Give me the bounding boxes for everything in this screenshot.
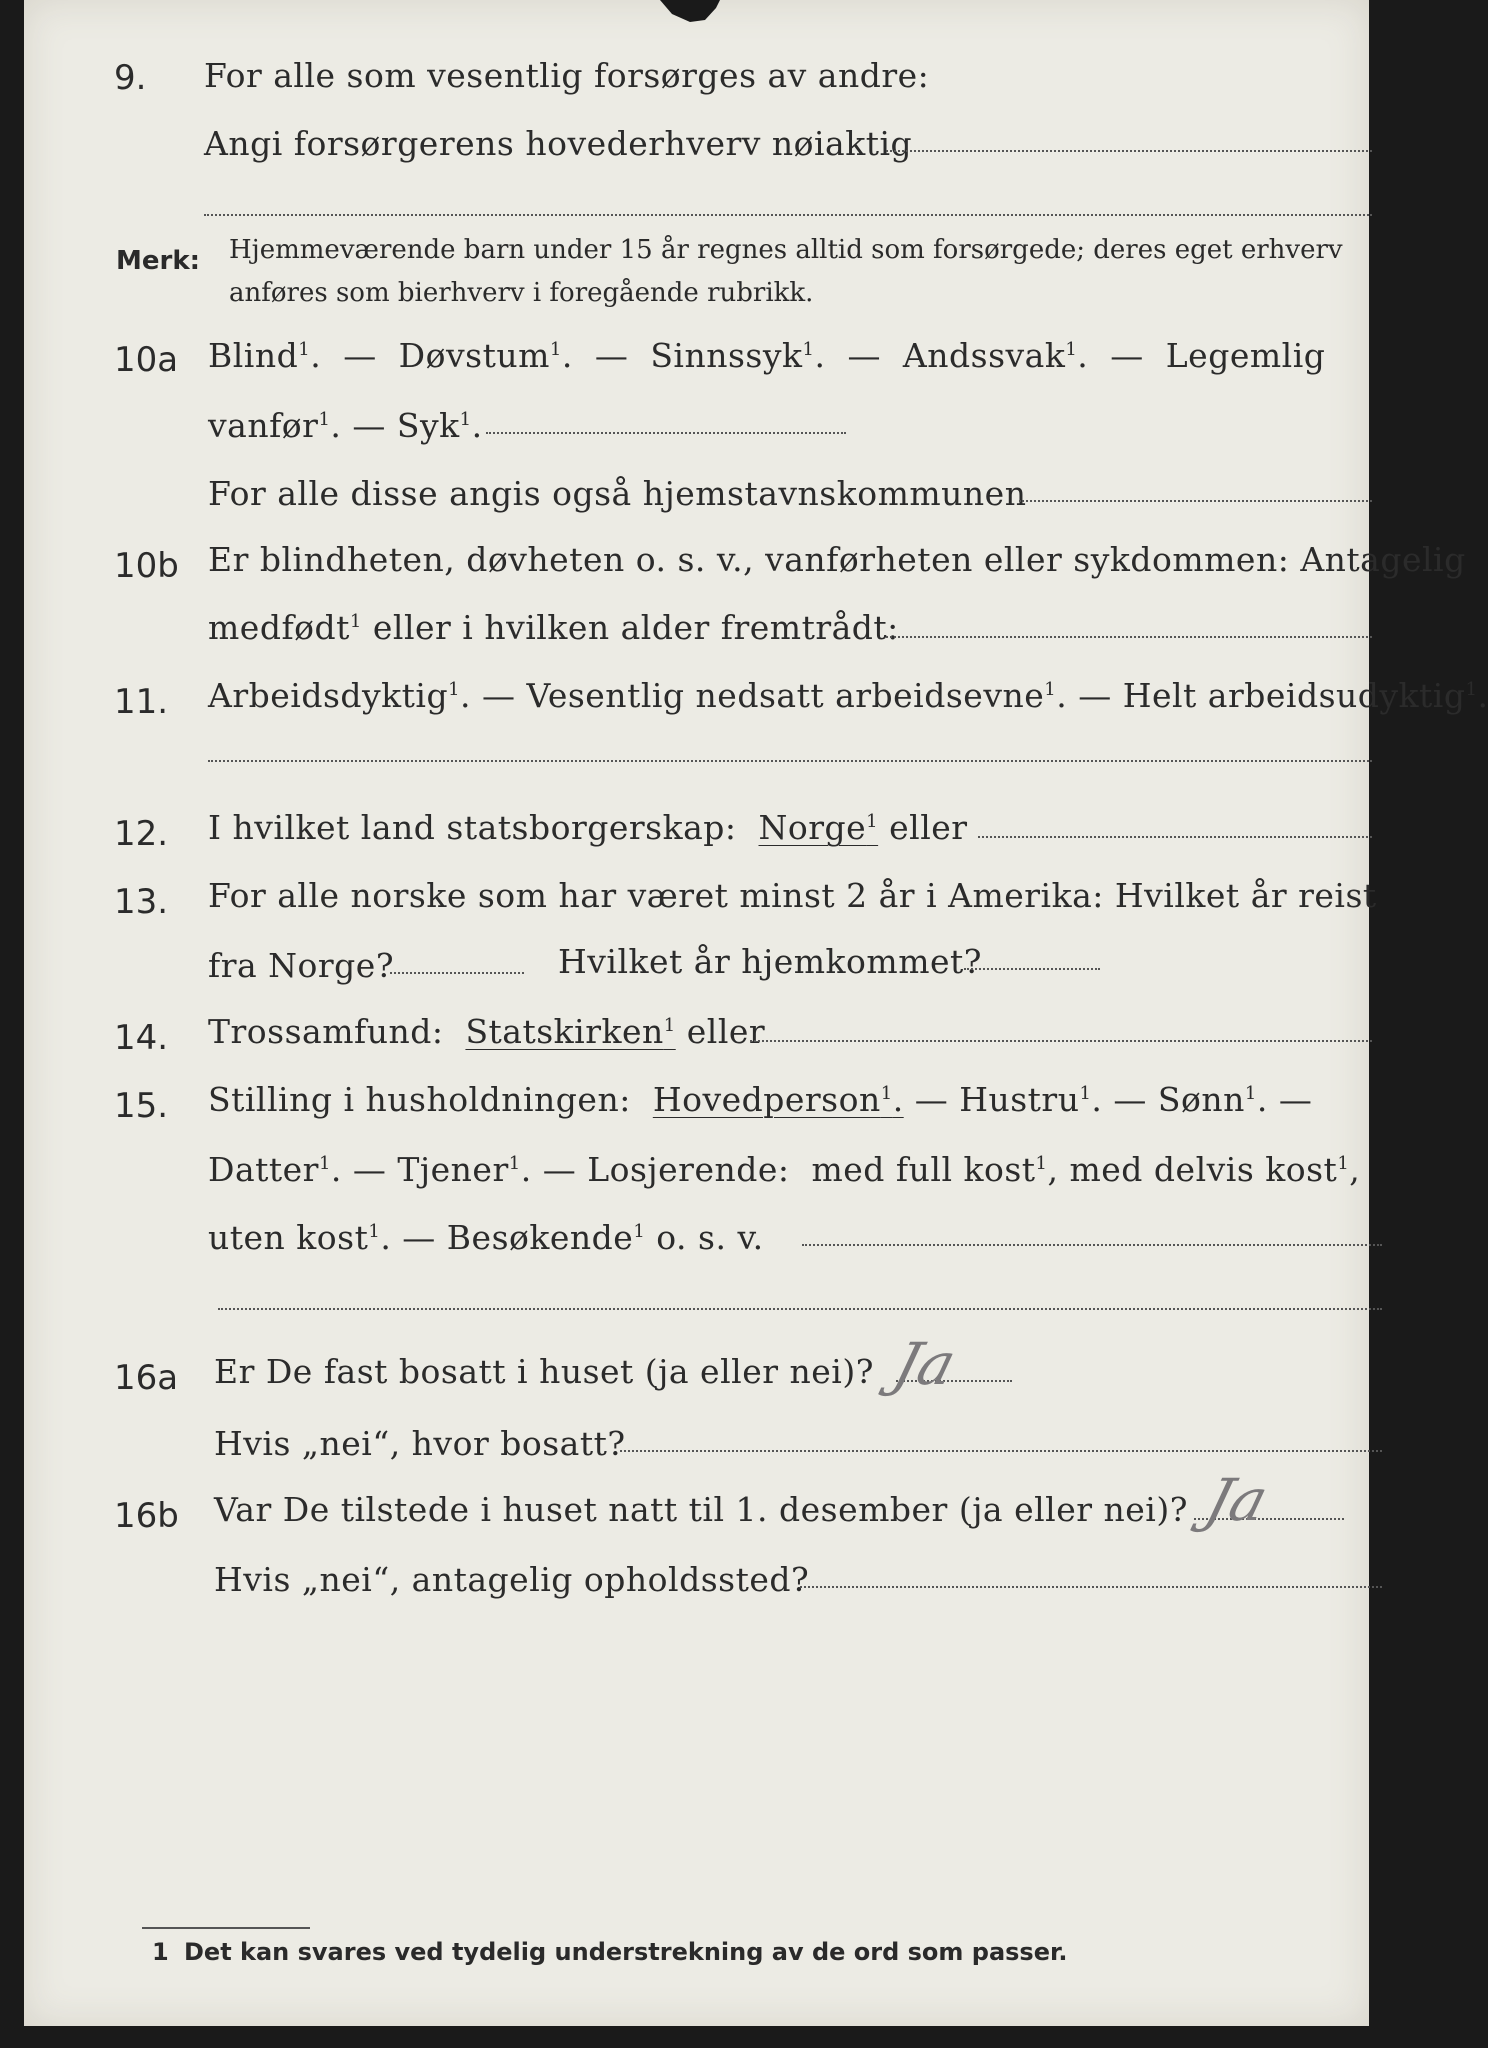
option-hovedperson[interactable]: Hovedperson$^1$.: [652, 1080, 904, 1119]
footnote-rule: [142, 1927, 310, 1929]
option-statskirken[interactable]: Statskirken$^1$: [465, 1012, 676, 1051]
question-16a-line2: Hvis „nei“, hvor bosatt?: [214, 1424, 626, 1463]
option-tjener[interactable]: Tjener: [397, 1150, 509, 1189]
option-norge[interactable]: Norge$^1$: [758, 808, 879, 847]
option-sinnssyk[interactable]: Sinnssyk: [650, 336, 803, 375]
answer-field-q10b[interactable]: [886, 636, 1372, 638]
question-16a-line1: Er De fast bosatt i huset (ja eller nei)?: [214, 1352, 874, 1391]
option-vesentlig-nedsatt[interactable]: Vesentlig nedsatt arbeidsevne: [526, 676, 1045, 715]
question-10a-line2: vanfør$^1$. — Syk$^1$.: [208, 406, 483, 445]
question-10a-number: 10a: [114, 340, 179, 380]
option-vanfor[interactable]: vanfør: [208, 406, 319, 445]
answer-field-q15-2[interactable]: [218, 1308, 1382, 1310]
merk-line2: anføres som bierhverv i foregående rubrikk.: [229, 278, 814, 308]
option-sonn[interactable]: Sønn: [1157, 1080, 1245, 1119]
merk-label: Merk:: [116, 246, 201, 276]
answer-field-q13-1[interactable]: [390, 972, 524, 974]
question-13-line1: For alle norske som har været minst 2 år i Amerika: Hvilket år reist: [208, 876, 1377, 915]
question-16b-line1: Var De tilstede i huset natt til 1. desember (ja eller nei)?: [214, 1490, 1188, 1529]
answer-field-q15-1[interactable]: [802, 1244, 1382, 1246]
option-medfodt[interactable]: medfødt: [208, 608, 350, 647]
answer-field-q10a-2[interactable]: [1019, 500, 1372, 502]
option-helt-arbeidsudyktig[interactable]: Helt arbeidsudyktig: [1122, 676, 1466, 715]
answer-field-q13-2[interactable]: [964, 968, 1100, 970]
question-10b-number: 10b: [114, 546, 179, 586]
answer-field-q10a-1[interactable]: [486, 432, 846, 434]
option-blind[interactable]: Blind: [208, 336, 299, 375]
question-11-line: Arbeidsdyktig$^1$. — Vesentlig nedsatt arbeidsevne$^1$. — Helt arbeidsudyktig$^1$.: [208, 676, 1488, 715]
footnote-text: Det kan svares ved tydelig understrekning av de ord som passer.: [184, 1938, 1068, 1966]
option-full-kost[interactable]: med full kost: [811, 1150, 1036, 1189]
question-14-number: 14.: [114, 1018, 169, 1058]
question-15-line1: Stilling i husholdningen: Hovedperson$^1$. — Hustru$^1$. — Sønn$^1$. —: [208, 1080, 1313, 1119]
answer-field-q9-1[interactable]: [886, 150, 1372, 152]
option-besokende[interactable]: Besøkende: [446, 1218, 634, 1257]
question-10a-line1: Blind$^1$. — Døvstum$^1$. — Sinnssyk$^1$. — Andssvak$^1$. — Legemlig: [208, 336, 1326, 375]
answer-field-q16a-2[interactable]: [620, 1450, 1382, 1452]
answer-field-q14[interactable]: [750, 1040, 1372, 1042]
question-16b-number: 16b: [114, 1496, 179, 1536]
merk-line1: Hjemmeværende barn under 15 år regnes alltid som forsørgede; deres eget erhverv: [229, 235, 1343, 265]
answer-field-q12[interactable]: [978, 836, 1372, 838]
question-13-fra-norge: fra Norge?: [208, 946, 395, 985]
handwritten-answer-q16a: Ja: [886, 1330, 963, 1398]
option-delvis-kost[interactable]: med delvis kost: [1069, 1150, 1338, 1189]
option-legemlig[interactable]: Legemlig: [1165, 336, 1326, 375]
question-16a-number: 16a: [114, 1358, 179, 1398]
question-9-number: 9.: [114, 58, 147, 98]
question-13-hjemkommet: Hvilket år hjemkommet?: [558, 942, 982, 981]
question-13-number: 13.: [114, 882, 169, 922]
question-9-line1: For alle som vesentlig forsørges av andre:: [204, 56, 930, 95]
question-15-line2: Datter$^1$. — Tjener$^1$. — Losjerende: med full kost$^1$, med delvis kost$^1$,: [208, 1150, 1361, 1189]
option-arbeidsdyktig[interactable]: Arbeidsdyktig: [208, 676, 449, 715]
option-andssvak[interactable]: Andssvak: [902, 336, 1066, 375]
option-dovstum[interactable]: Døvstum: [398, 336, 550, 375]
question-10a-line3: For alle disse angis også hjemstavnskommunen: [208, 474, 1027, 513]
option-datter[interactable]: Datter: [208, 1150, 319, 1189]
question-10b-line1: Er blindheten, døvheten o. s. v., vanførheten eller sykdommen: Antagelig: [208, 540, 1466, 579]
question-12-line: I hvilket land statsborgerskap: Norge$^1$ eller: [208, 808, 968, 847]
question-15-number: 15.: [114, 1086, 169, 1126]
question-10b-line2: medfødt$^1$ eller i hvilken alder fremtrådt:: [208, 608, 899, 647]
question-16b-line2: Hvis „nei“, antagelig opholdssted?: [214, 1560, 810, 1599]
answer-field-q11[interactable]: [208, 760, 1372, 762]
torn-top-edge: [0, 0, 1395, 50]
option-syk[interactable]: Syk: [396, 406, 460, 445]
question-9-line2: Angi forsørgerens hovederhverv nøiaktig: [204, 124, 913, 163]
footnote-mark: 1: [152, 1938, 169, 1966]
handwritten-answer-q16b: Ja: [1198, 1466, 1275, 1534]
question-14-line: Trossamfund: Statskirken$^1$ eller: [208, 1012, 766, 1051]
census-form-page: [24, 0, 1488, 2026]
option-hustru[interactable]: Hustru: [959, 1080, 1080, 1119]
question-15-line3: uten kost$^1$. — Besøkende$^1$ o. s. v.: [208, 1218, 764, 1257]
answer-field-q9-2[interactable]: [204, 214, 1372, 216]
question-12-number: 12.: [114, 814, 169, 854]
question-11-number: 11.: [114, 682, 169, 722]
answer-field-q16b-2[interactable]: [800, 1586, 1382, 1588]
option-uten-kost[interactable]: uten kost: [208, 1218, 369, 1257]
